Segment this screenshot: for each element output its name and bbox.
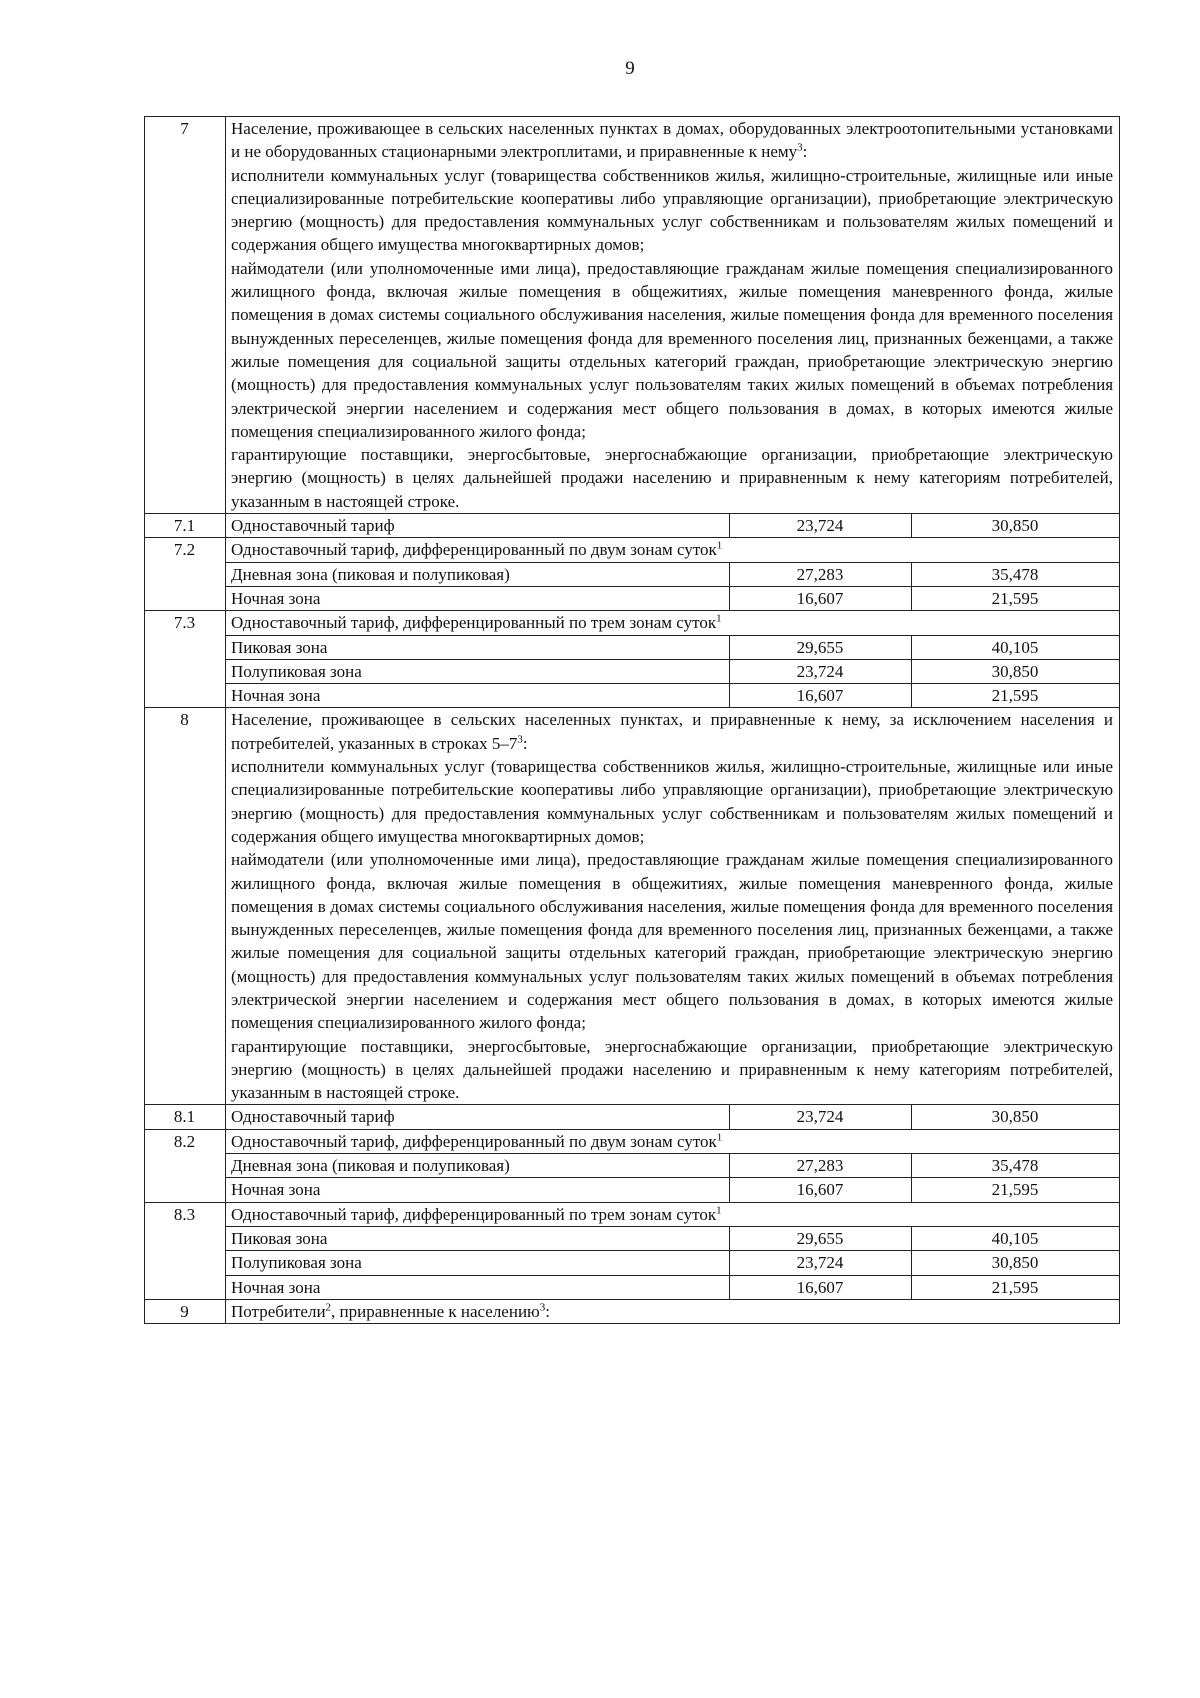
description-paragraph (231, 164, 1113, 257)
description-paragraph (231, 755, 1113, 848)
description-paragraph (231, 443, 1113, 513)
tariff-row (145, 538, 1120, 562)
zone-label: Пиковая зона (226, 1226, 730, 1250)
tariff-number: 8.3 (145, 1202, 226, 1299)
paragraph-tail: : (522, 733, 528, 753)
zone-row (145, 586, 1120, 610)
zone-value-2: 40,105 (912, 635, 1120, 659)
zone-row (145, 1275, 1120, 1299)
tariff-value-2: 30,850 (912, 1105, 1120, 1129)
zone-value-1: 16,607 (730, 1275, 912, 1299)
tariff-label-text: Одноставочный тариф, дифференцированный по двум зонам суток (231, 1131, 717, 1151)
zone-label: Ночная зона (226, 1275, 730, 1299)
paragraph-tail: : (545, 1301, 550, 1321)
section-row (145, 1299, 1120, 1323)
tariff-label: Одноставочный тариф (226, 1105, 730, 1129)
description-paragraph (231, 708, 1113, 755)
section-row (145, 708, 1120, 1105)
tariff-value-1: 23,724 (730, 514, 912, 538)
zone-value-2: 30,850 (912, 1251, 1120, 1275)
footnote-mark: 1 (716, 1131, 723, 1144)
zone-row (145, 1226, 1120, 1250)
zone-value-2: 35,478 (912, 1154, 1120, 1178)
zone-value-1: 29,655 (730, 1226, 912, 1250)
tariff-number: 7.3 (145, 611, 226, 708)
footnote-mark: 1 (716, 1204, 722, 1216)
paragraph-text: наймодатели (или уполномоченные ими лица), предоставляющие гражданам жилые помещения специализированного жилищного фонда, включая жилые помещения в общежитиях, жилые помещения маневренного фонда, жилые помещения в домах системы социального обслуживания населения, жилые помещения фонда для временного поселения вынужденных переселенцев, жилые помещения фонда для временного поселения лиц, признанных беженцами, а также жилые помещения для социальной защиты отдельных категорий граждан, приобретающие электрическую энергию (мощность) для предоставления коммунальных услуг пользователям таких жилых помещений в объемах потребления электрической энергии населением и содержания мест общего пользования в домах, в которых имеются жилые помещения специализированного жилого фонда; (231, 850, 1114, 1033)
section-number: 7 (145, 117, 226, 514)
tariff-label (226, 1202, 1120, 1226)
tariff-label: Одноставочный тариф (226, 514, 730, 538)
tariff-number: 7.2 (145, 538, 226, 611)
zone-label: Дневная зона (пиковая и полупиковая) (226, 1154, 730, 1178)
tariff-label-text: Одноставочный тариф, дифференцированный по двум зонам суток (231, 540, 717, 560)
tariff-number: 7.1 (145, 514, 226, 538)
zone-value-2: 21,595 (912, 1275, 1120, 1299)
zone-value-1: 27,283 (730, 1154, 912, 1178)
paragraph-text: наймодатели (или уполномоченные ими лица), предоставляющие гражданам жилые помещения специализированного жилищного фонда, включая жилые помещения в общежитиях, жилые помещения маневренного фонда, жилые помещения в домах системы социального обслуживания населения, жилые помещения фонда для временного поселения вынужденных переселенцев, жилые помещения фонда для временного поселения лиц, признанных беженцами, а также жилые помещения для социальной защиты отдельных категорий граждан, приобретающие электрическую энергию (мощность) для предоставления коммунальных услуг пользователям таких жилых помещений в объемах потребления электрической энергии населением и содержания мест общего пользования в домах, в которых имеются жилые помещения специализированного жилого фонда; (231, 258, 1114, 441)
zone-value-1: 16,607 (730, 586, 912, 610)
footnote-mark: 1 (716, 612, 722, 625)
zone-row (145, 1154, 1120, 1178)
paragraph-text: гарантирующие поставщики, энергосбытовые, энергоснабжающие организации, приобретающие электрическую энергию (мощность) в целях дальнейшей продажи населению и приравненным к нему категориям потребителей, указанным в настоящей строке. (231, 445, 1114, 511)
tariff-number: 8.2 (145, 1129, 226, 1202)
description-paragraph (231, 117, 1113, 164)
description-paragraph (231, 1035, 1113, 1105)
paragraph-text: Население, проживающее в сельских населенных пунктах в домах, оборудованных электроотопительными установками и не оборудованных стационарными электроплитами, и приравненные к нему (231, 119, 1114, 162)
tariff-label (226, 538, 1120, 562)
zone-label: Полупиковая зона (226, 659, 730, 683)
zone-value-1: 23,724 (730, 659, 912, 683)
footnote-mark: 3 (797, 141, 803, 154)
zone-value-1: 23,724 (730, 1251, 912, 1275)
paragraph-tail: : (802, 142, 808, 162)
zone-value-1: 27,283 (730, 562, 912, 586)
section-description (226, 117, 1120, 514)
section-description (226, 708, 1120, 1105)
section-description (226, 1299, 1120, 1323)
tariff-row (145, 1129, 1120, 1153)
zone-value-1: 16,607 (730, 684, 912, 708)
description-paragraph (231, 257, 1113, 443)
zone-row (145, 562, 1120, 586)
zone-value-2: 21,595 (912, 586, 1120, 610)
tariff-table (144, 116, 1120, 1324)
section-row (145, 117, 1120, 514)
tariff-row (145, 1105, 1120, 1129)
zone-label: Ночная зона (226, 586, 730, 610)
tariff-row (145, 611, 1120, 635)
zone-row (145, 635, 1120, 659)
tariff-value-2: 30,850 (912, 514, 1120, 538)
paragraph-text: Потребители (231, 1301, 326, 1321)
zone-row (145, 684, 1120, 708)
paragraph-text: гарантирующие поставщики, энергосбытовые, энергоснабжающие организации, приобретающие электрическую энергию (мощность) в целях дальнейшей продажи населению и приравненным к нему категориям потребителей, указанным в настоящей строке. (231, 1036, 1114, 1103)
zone-value-2: 35,478 (912, 562, 1120, 586)
tariff-label-text: Одноставочный тариф, дифференцированный по трем зонам суток (231, 1204, 717, 1224)
tariff-label-text: Одноставочный тариф, дифференцированный по трем зонам суток (231, 613, 717, 633)
zone-label: Дневная зона (пиковая и полупиковая) (226, 562, 730, 586)
paragraph-text: , приравненные к населению (331, 1301, 540, 1321)
tariff-row (145, 514, 1120, 538)
footnote-mark: 1 (716, 539, 723, 552)
tariff-number: 8.1 (145, 1105, 226, 1129)
zone-label: Ночная зона (226, 684, 730, 708)
zone-value-2: 21,595 (912, 1178, 1120, 1202)
zone-label: Ночная зона (226, 1178, 730, 1202)
zone-row (145, 1178, 1120, 1202)
section-number: 8 (145, 708, 226, 1105)
zone-label: Пиковая зона (226, 635, 730, 659)
tariff-label (226, 1129, 1120, 1153)
zone-value-1: 29,655 (730, 635, 912, 659)
footnote-mark: 2 (325, 1301, 332, 1314)
paragraph-text: исполнители коммунальных услуг (товарищества собственников жилья, жилищно-строительные, жилищные или иные специализированные потребительские кооперативы либо управляющие организации), приобретающие электрическую энергию (мощность) для предоставления коммунальных услуг собственникам и пользователям жилых помещений и содержания общего имущества многоквартирных домов; (231, 165, 1114, 255)
zone-value-2: 40,105 (912, 1226, 1120, 1250)
tariff-label (226, 611, 1120, 635)
paragraph-text: Население, проживающее в сельских населенных пунктах, и приравненные к нему, за исключением населения и потребителей, указанных в строках 5–7 (231, 710, 1114, 753)
page-number: 9 (625, 58, 635, 79)
zone-row (145, 659, 1120, 683)
zone-value-2: 21,595 (912, 684, 1120, 708)
paragraph-text: исполнители коммунальных услуг (товарищества собственников жилья, жилищно-строительные, жилищные или иные специализированные потребительские кооперативы либо управляющие организации), приобретающие электрическую энергию (мощность) для предоставления коммунальных услуг собственникам и пользователям жилых помещений и содержания общего имущества многоквартирных домов; (231, 757, 1114, 846)
zone-label: Полупиковая зона (226, 1251, 730, 1275)
zone-row (145, 1251, 1120, 1275)
zone-value-2: 30,850 (912, 659, 1120, 683)
footnote-mark: 3 (517, 733, 523, 746)
footnote-mark: 3 (539, 1301, 546, 1314)
tariff-row (145, 1202, 1120, 1226)
section-number: 9 (145, 1299, 226, 1323)
description-paragraph (231, 848, 1113, 1034)
tariff-value-1: 23,724 (730, 1105, 912, 1129)
zone-value-1: 16,607 (730, 1178, 912, 1202)
